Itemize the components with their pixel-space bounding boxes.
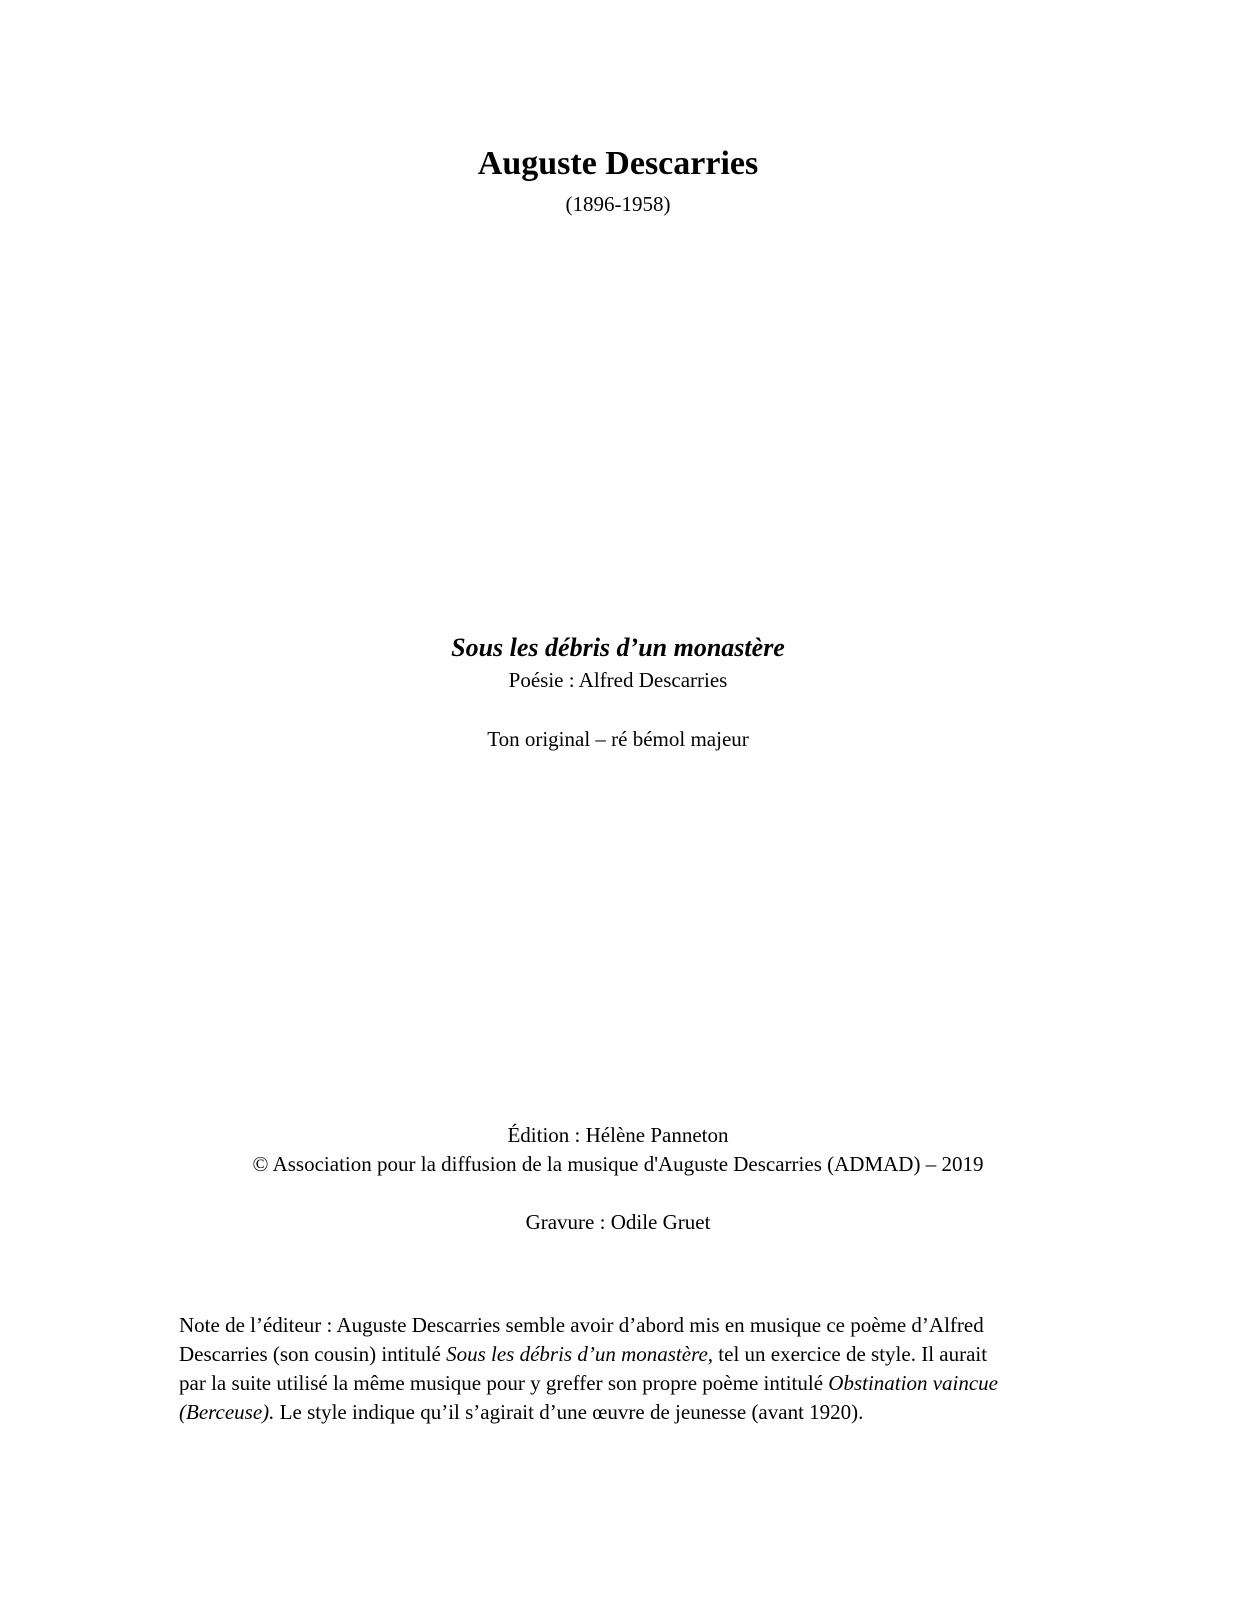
note-work-title: Sous les débris d’un monastère,: [446, 1342, 714, 1366]
editor-note-line: [179, 1340, 1059, 1369]
engraving-credit: Gravure : Odile Gruet: [525, 1210, 711, 1234]
editor-note-line: [179, 1398, 1059, 1427]
note-text: par la suite utilisé la même musique pour y greffer son propre poème intitulé: [179, 1371, 829, 1395]
work-title: Sous les débris d’un monastère: [451, 633, 785, 662]
note-work-title: (Berceuse).: [179, 1400, 275, 1424]
composer-dates: (1896-1958): [565, 192, 671, 216]
editor-note-line: [179, 1369, 1059, 1398]
note-work-title: Obstination vaincue: [828, 1371, 999, 1395]
edition-credit: Édition : Hélène Panneton: [507, 1123, 729, 1147]
note-text: tel un exercice de style. Il aurait: [713, 1342, 988, 1366]
poet-credit: Poésie : Alfred Descarries: [508, 668, 728, 692]
editor-note-line: [179, 1311, 1059, 1340]
editor-note: [179, 1311, 1059, 1427]
composer-name: Auguste Descarries: [477, 145, 759, 182]
original-key: Ton original – ré bémol majeur: [487, 727, 749, 751]
note-text: Descarries (son cousin) intitulé: [179, 1342, 447, 1366]
note-text: Note de l’éditeur : Auguste Descarries semble avoir d’abord mis en musique ce poème d’Alfred: [179, 1313, 984, 1337]
copyright-notice: © Association pour la diffusion de la musique d'Auguste Descarries (ADMAD) – 2019: [252, 1152, 984, 1176]
note-text: Le style indique qu’il s’agirait d’une œuvre de jeunesse (avant 1920).: [274, 1400, 864, 1424]
